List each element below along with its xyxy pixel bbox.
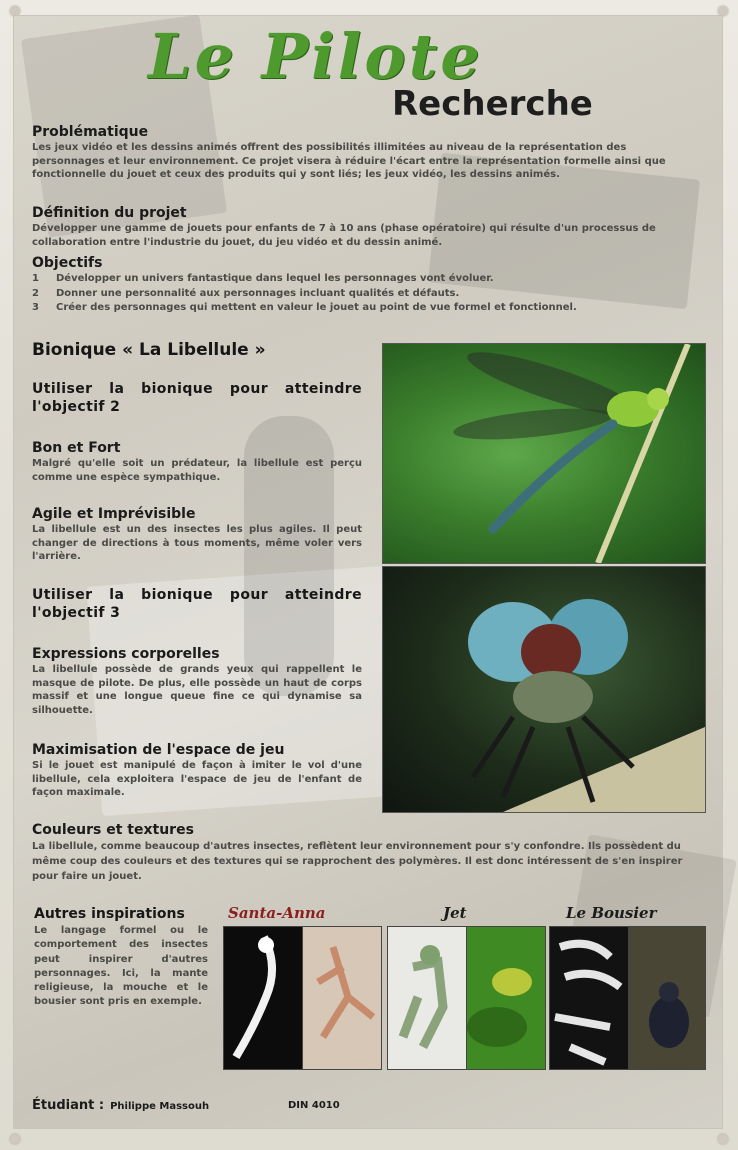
objectif-number: 1	[32, 273, 39, 284]
objectifs-section	[32, 255, 702, 316]
agile-block	[32, 506, 362, 564]
definition-section	[32, 205, 702, 249]
poster-subtitle: Recherche	[392, 84, 593, 124]
objectif-item	[32, 272, 702, 287]
pin	[718, 6, 728, 16]
problematique-text: Les jeux vidéo et les dessins animés offrent des possibilités illimitées au niveau de la représentation des personnages et leur environnement. Ce projet visera à réduire l'écart entre la représentation formelle ainsi que fonctionnelle du jouet et ceux des produits qui y sont liés; les jeux vidéo, les dessins animés.	[32, 142, 666, 180]
inspirations-heading: Autres inspirations	[34, 906, 185, 922]
objectif-item	[32, 301, 702, 316]
bousier-sketch-thumbnail	[549, 926, 629, 1070]
agile-heading: Agile et Imprévisible	[32, 506, 196, 522]
course-code: DIN 4010	[288, 1100, 340, 1111]
student-name: Philippe Massouh	[110, 1101, 210, 1112]
objectif2-heading: Utiliser la bionique pour atteindre l'objectif 2	[32, 381, 362, 415]
couleurs-section	[32, 822, 704, 884]
problematique-heading: Problématique	[32, 124, 149, 140]
dragonfly-closeup-photo	[382, 566, 706, 813]
bon-fort-block	[32, 440, 362, 484]
bon-fort-text: Malgré qu'elle soit un prédateur, la libellule est perçu comme une espèce sympathique.	[32, 458, 362, 483]
beetle-photo-thumbnail	[628, 926, 706, 1070]
bousier-label: Le Bousier	[566, 904, 657, 922]
definition-text: Développer une gamme de jouets pour enfants de 7 à 10 ans (phase opératoire) qui résulte d'un processus de collaboration entre l'industrie du jouet, du jeu vidéo et du dessin animé.	[32, 223, 656, 248]
objectif-number: 2	[32, 287, 39, 299]
jet-label: Jet	[443, 904, 467, 922]
jet-sketch-thumbnail	[387, 926, 467, 1070]
objectif-text: Développer un univers fantastique dans lequel les personnages vont évoluer.	[56, 273, 494, 284]
objectif-text: Donner une personnalité aux personnages incluant qualités et défauts.	[56, 287, 460, 299]
agile-text: La libellule est un des insectes les plus agiles. Il peut changer de directions à tous moments, même voler vers l'arrière.	[32, 524, 362, 562]
dragonfly-photo	[382, 343, 706, 564]
objectifs-heading: Objectifs	[32, 255, 103, 271]
student-credit	[32, 1098, 209, 1113]
expressions-heading: Expressions corporelles	[32, 646, 220, 662]
objectif3-block	[32, 586, 362, 622]
maximisation-text: Si le jouet est manipulé de façon à imiter le vol d'une libellule, cela exploitera l'espace de jeu de l'enfant de façon maximale.	[32, 760, 362, 798]
bionique-title: Bionique « La Libellule »	[32, 340, 266, 360]
definition-heading: Définition du projet	[32, 205, 187, 221]
santa-anna-label: Santa-Anna	[228, 904, 326, 922]
couleurs-text: La libellule, comme beaucoup d'autres insectes, reflètent leur environnement pour s'y confondre. Ils possèdent du même coup des couleurs et des textures qui se rapprochent des polymères. Il est donc intéressent de s'en inspirer pour faire un jouet.	[32, 841, 683, 882]
problematique-section	[32, 124, 702, 182]
objectif-number: 3	[32, 302, 39, 313]
student-label: Étudiant :	[32, 1098, 105, 1113]
pin	[10, 1134, 20, 1144]
fly-photo-thumbnail	[466, 926, 546, 1070]
poster-title: Le Pilote	[148, 20, 483, 93]
santa-anna-sketch-thumbnail	[223, 926, 303, 1070]
pin	[718, 1134, 728, 1144]
objectif3-heading: Utiliser la bionique pour atteindre l'objectif 3	[32, 587, 362, 621]
maximisation-heading: Maximisation de l'espace de jeu	[32, 742, 285, 758]
couleurs-heading: Couleurs et textures	[32, 822, 194, 838]
pin	[10, 6, 20, 16]
expressions-text: La libellule possède de grands yeux qui rappellent le masque de pilote. De plus, elle possède un haut de corps massif et une longue queue fine ce qui dynamise sa silhouette.	[32, 664, 362, 716]
bon-fort-heading: Bon et Fort	[32, 440, 121, 456]
objectif-item	[32, 287, 702, 302]
mantis-photo-thumbnail	[302, 926, 382, 1070]
expressions-block	[32, 646, 362, 717]
objectif2-block	[32, 380, 362, 416]
objectif-text: Créer des personnages qui mettent en valeur le jouet au point de vue formel et fonctionnel.	[56, 302, 577, 313]
maximisation-block	[32, 742, 362, 800]
inspirations-text: Le langage formel ou le comportement des insectes peut inspirer d'autres personnages. Ici, la mante religieuse, la mouche et le bousier sont pris en exemple.	[34, 925, 208, 1008]
